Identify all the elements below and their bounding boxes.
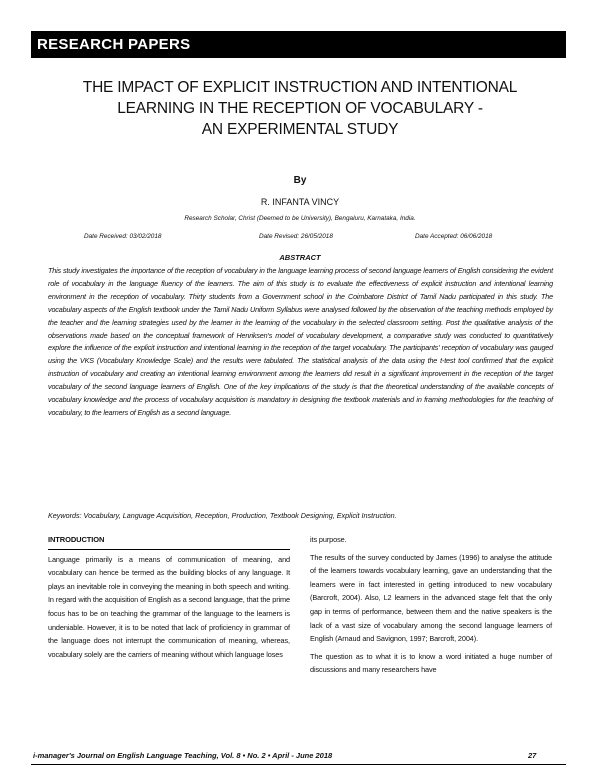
section-banner: RESEARCH PAPERS — [31, 31, 566, 58]
title-line: AN EXPERIMENTAL STUDY — [201, 121, 399, 138]
title-line: THE IMPACT OF EXPLICIT INSTRUCTION AND INTENTIONAL — [82, 79, 518, 96]
section-heading-introduction: INTRODUCTION — [48, 533, 290, 550]
author-affiliation: Research Scholar, Christ (Deemed to be University), Bengaluru, Karnataka, India. — [184, 215, 416, 222]
body-paragraph: Language primarily is a means of communication of meaning, and vocabulary can hence be termed as the building blocks of any language. It plays an inevitable role in conveying the meaning in both speech and writing. In regard with the acquisition of English as a second language, that the prime focus has to be on teaching the grammar of the language to the learners is undeniable. However, it is to be noted that lack of proficiency in grammar of the language does not interrupt the communication of meaning, whereas, vocabulary solely are the carriers of meaning without which language loses — [48, 554, 290, 659]
page-number: 27 — [528, 751, 537, 760]
author-name: R. INFANTA VINCY — [260, 197, 340, 207]
body-paragraph: its purpose. — [310, 535, 347, 544]
abstract-heading: ABSTRACT — [279, 253, 321, 262]
abstract-text: This study investigates the importance of the reception of vocabulary in the language learning process of second language learners of English considering the evident role of vocabulary in the language fluency of the learners. The aim of this study is to evaluate the effectiveness of explicit instruction and intentional learning environment in the reception of vocabulary. Thirty students from a Government school in the Coimbatore District of Tamil Nadu participated in this study. The vocabulary aspects of the English textbook under the Tamil Nadu Uniform Syllabus were analysed followed by the observation of the teaching methods employed by the teacher and the learning strategies used by the learner in the learning of the vocabulary in the selected classroom setting. Post the qualitative analysis of the observations made based on the conceptual framework of Henriksen's model of vocabulary development, a comparative study was conducted to quantitatively explore the influence of the explicit instruction and intentional learning in the reception of the target vocabulary. The participants' reception of vocabulary was gauged using the VKS (Vocabulary Knowledge Scale) and the results were tabulated. The statistical analysis of the data using the t-test tool confirmed that the explicit instruction of vocabulary and creating an intentional learning environment among the learners did result in a significant improvement in the reception of the target vocabulary of the second language learners of English. One of the key implications of the study is that the theoretical understanding of the available concepts of vocabulary knowledge and the process of vocabulary acquisition is mandatory in designing the textbook materials and in framing methodologies for the teaching of vocabulary, to the learners of English as a second language. — [48, 266, 553, 417]
by-label: By — [293, 175, 307, 186]
footer-divider — [31, 764, 566, 765]
date-received: Date Received: 03/02/2018 — [84, 233, 162, 240]
article-dates — [84, 233, 519, 243]
keywords: Keywords: Vocabulary, Language Acquisition, Reception, Production, Textbook Designing, Explicit Instruction. — [48, 511, 397, 520]
body-paragraph: The results of the survey conducted by James (1996) to analyse the attitude of the learners towards vocabulary learning, gave an understanding that the learners were in fact interested in getting introduced to new vocabulary (Barcroft, 2004). Also, L2 learners in the advanced stage felt that the only gap in terms of performance, between them and the native speakers is the lack of a vast size of vocabulary among the second language learners of English (Arnaud and Savignon, 1997; Barcroft, 2004). — [310, 552, 552, 644]
article-title — [40, 77, 560, 140]
body-paragraph: The question as to what it is to know a word initiated a huge number of discussions and many researchers have — [310, 651, 552, 675]
title-line: LEARNING IN THE RECEPTION OF VOCABULARY - — [117, 100, 483, 117]
journal-footer: i-manager's Journal on English Language Teaching, Vol. 8 • No. 2 • April - June 2018 — [33, 751, 333, 760]
body-column-left — [48, 533, 290, 665]
body-column-right — [310, 533, 552, 681]
date-accepted: Date Accepted: 06/06/2018 — [415, 233, 493, 240]
date-revised: Date Revised: 26/05/2018 — [259, 233, 333, 240]
